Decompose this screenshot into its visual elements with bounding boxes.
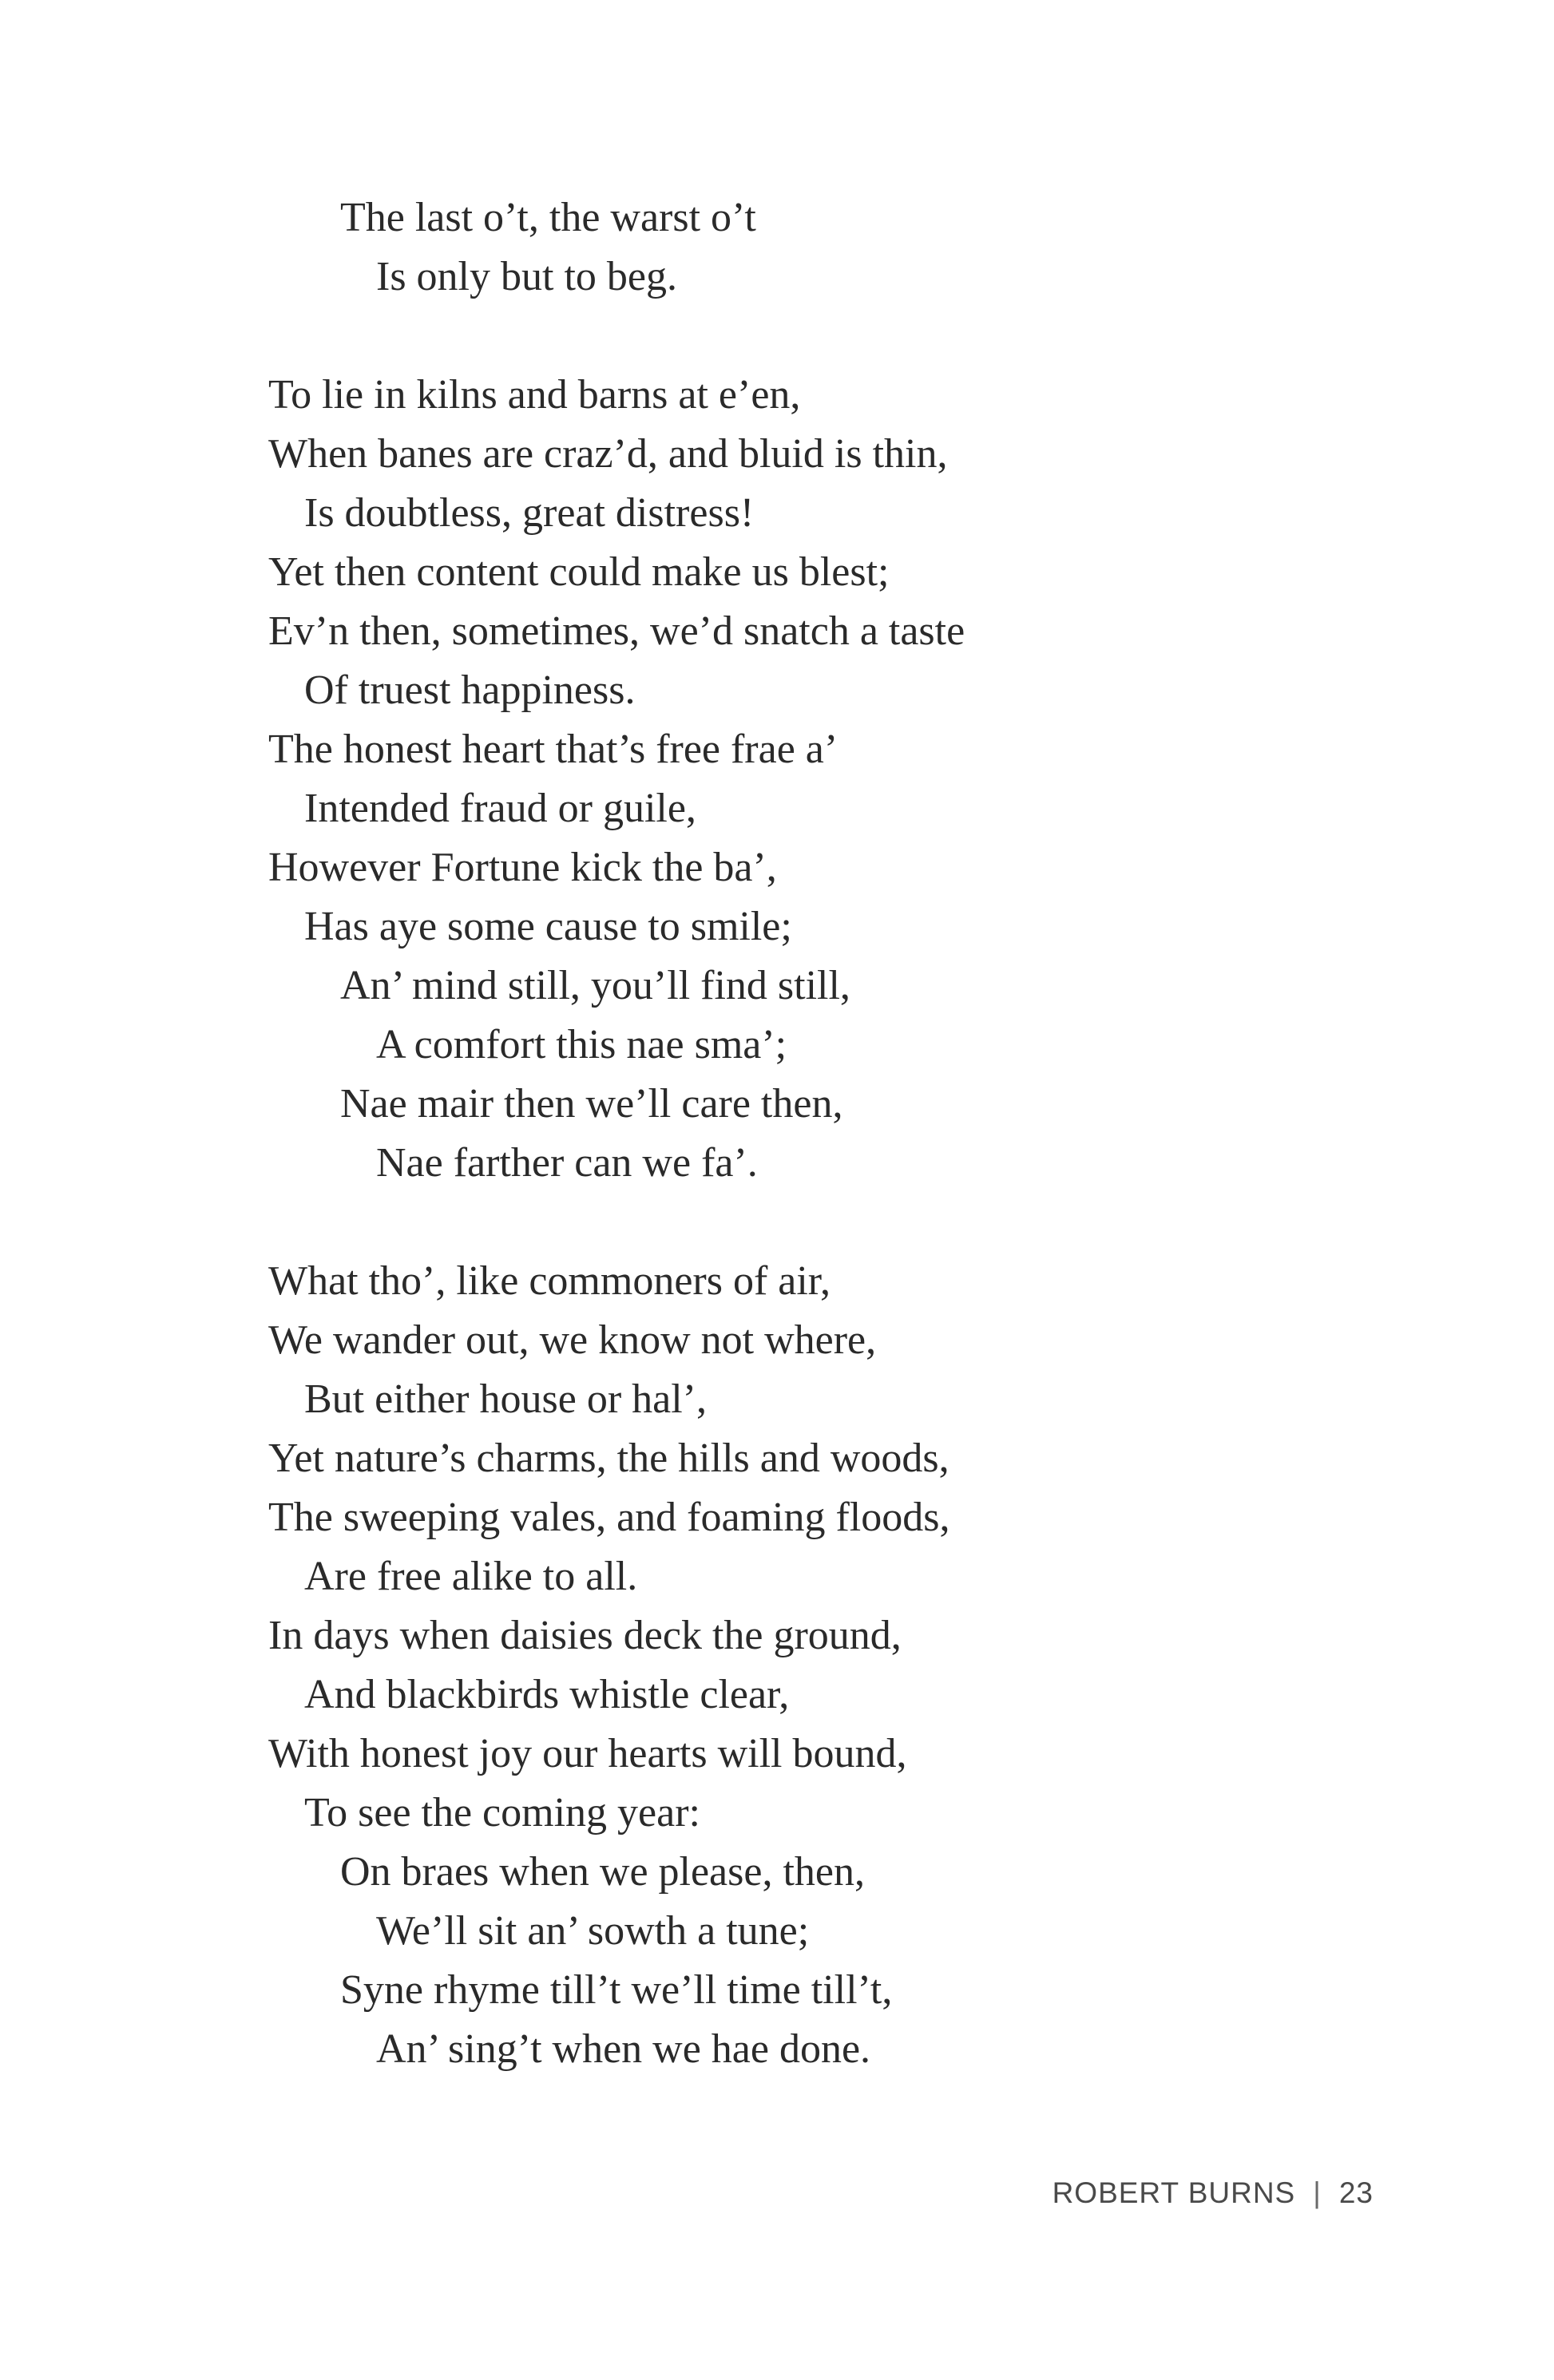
stanza-2	[268, 366, 1386, 1193]
stanza-divider	[268, 1193, 1386, 1252]
poem-line: Nae farther can we fa’.	[376, 1140, 758, 1186]
poem-line: Yet then content could make us blest;	[268, 549, 890, 595]
poem-line: Ev’n then, sometimes, we’d snatch a taste	[268, 608, 965, 654]
poem-line: Are free alike to all.	[304, 1554, 638, 1599]
poem-line: To see the coming year:	[304, 1790, 700, 1835]
poem-line: We wander out, we know not where,	[268, 1317, 877, 1363]
poem-line: Is only but to beg.	[376, 254, 677, 299]
poem-line: Intended fraud or guile,	[304, 786, 696, 831]
poem-line: On braes when we please, then,	[340, 1849, 865, 1895]
poem-line: Syne rhyme till’t we’ll time till’t,	[340, 1967, 893, 2013]
poem-line: When banes are craz’d, and bluid is thin,	[268, 431, 948, 477]
poem-line: In days when daisies deck the ground,	[268, 1613, 902, 1658]
stanza-3	[268, 1252, 1386, 2079]
running-footer-author: ROBERT BURNS	[1052, 2176, 1296, 2209]
poem-line: The sweeping vales, and foaming floods,	[268, 1495, 950, 1540]
poem-line: To lie in kilns and barns at e’en,	[268, 372, 801, 418]
footer-separator: |	[1313, 2176, 1322, 2209]
poem-line: But either house or hal’,	[304, 1376, 707, 1422]
poem-line: The honest heart that’s free frae a’	[268, 727, 838, 772]
poem-line: However Fortune kick the ba’,	[268, 845, 777, 890]
poem-line: An’ sing’t when we hae done.	[376, 2026, 871, 2072]
stanza-fragment	[268, 188, 1386, 307]
poem-line: Of truest happiness.	[304, 667, 636, 713]
page-footer	[998, 2176, 1374, 2210]
poem-line: With honest joy our hearts will bound,	[268, 1731, 907, 1776]
page-number: 23	[1338, 2176, 1374, 2209]
poem-line: And blackbirds whistle clear,	[304, 1672, 790, 1717]
poem-line: Is doubtless, great distress!	[304, 490, 755, 536]
poem-line: Nae mair then we’ll care then,	[340, 1081, 843, 1127]
stanza-divider	[268, 307, 1386, 366]
poem-body	[268, 188, 1386, 2079]
poem-line: The last o’t, the warst o’t	[340, 195, 756, 240]
poem-line: We’ll sit an’ sowth a tune;	[376, 1908, 810, 1954]
poem-line: Has aye some cause to smile;	[304, 904, 792, 949]
poem-line: An’ mind still, you’ll find still,	[340, 963, 850, 1008]
poem-line: What tho’, like commoners of air,	[268, 1258, 831, 1304]
poem-line: Yet nature’s charms, the hills and woods,	[268, 1436, 949, 1481]
poem-line: A comfort this nae sma’;	[376, 1022, 787, 1067]
